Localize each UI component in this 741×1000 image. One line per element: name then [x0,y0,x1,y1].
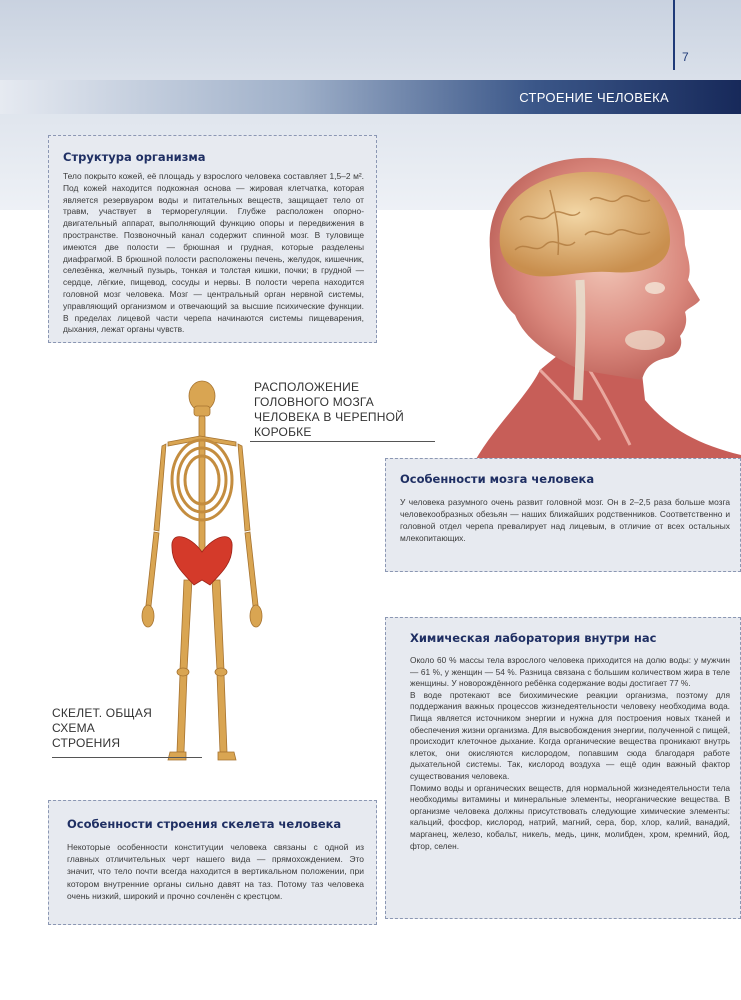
chemistry-paragraph-2: В воде протекают все биохимические реакции организма, поэтому для поддержания важных процессов жизнедеятельности человеку необходима вода. Пища является источником энергии и нужна для построения новых тканей и обеспечения жизни организма. Для высвобождения энергии, полученной с пищей, происходит клеточное дыхание. Когда органические вещества проникают внутрь клеток, они окисляются кислородом, попавшим сюда благодаря работе дыхательной системы. Так, кислород воздуха — ещё один важный фактор существования человека. [410,689,730,781]
section-title: СТРОЕНИЕ ЧЕЛОВЕКА [519,90,669,105]
brain-caption: РАСПОЛОЖЕНИЕ ГОЛОВНОГО МОЗГА ЧЕЛОВЕКА В ЧЕРЕПНОЙ КОРОБКЕ [254,380,404,439]
chemistry-box [385,617,741,919]
chemistry-paragraph-3: Помимо воды и органических веществ, для нормальной жизнедеятельности тела необходимы витамины и минеральные элементы, неорганические вещества. В организме человека должны присутствовать следующие химические элементы: кальций, фосфор, кислород, натрий, магний, сера, бор, хлор, калий, ванадий, марганец, железо, кобальт, никель, медь, цинк, молибден, хром, кремний, йод, фтор, селен. [410,782,730,851]
structure-box [48,135,377,343]
page-number: 7 [682,50,689,64]
head-brain-illustration [430,140,741,470]
structure-box-text: Тело покрыто кожей, её площадь у взрослого человека составляет 1,5–2 м². Под кожей находится подкожная основа — жировая клетчатка, которая является резервуаром воды и питательных веществ, защищает тело от травм, участвует в терморегуляции. Глубже расположен опорно-двигательный аппарат, выполняющий функцию опоры и передвижения в пространстве. Позвоночный канал содержит спинной мозг. В туловище имеются две полости — брюшная и грудная, которые разделены диафрагмой. В брюшной полости расположены печень, желудок, кишечник, селезёнка, желчный пузырь, тонкая и толстая кишки, почки; в грудной — сердце, лёгкие, пищевод, сосуды и нервы. В полости черепа находится головной мозг человека. Мозг — центральный орган нервной системы, управляющий организмом и отвечающий за высшие психические функции. В пределах лицевой части черепа начинаются системы пищеварения, дыхания, лежат органы чувств. [63,171,364,335]
skeleton-caption-line [52,757,202,758]
skeleton-box-title: Особенности строения скелета человека [67,817,342,831]
chemistry-box-title: Химическая лаборатория внутри нас [410,631,657,645]
brain-box-text: У человека разумного очень развит головной мозг. Он в 2–2,5 раза больше мозга человекообразных обезьян — наших ближайших родственников. Соответственно и головной отдел черепа превалирует над лицевым, в отличие от всех остальных млекопитающих. [400,497,730,543]
structure-box-title: Структура организма [63,150,206,164]
brain-caption-line [250,441,435,442]
page-corner-line [673,0,675,70]
skeleton-caption: СКЕЛЕТ. ОБЩАЯ СХЕМА СТРОЕНИЯ [52,706,152,750]
skeleton-box [48,800,377,925]
chemistry-paragraph-1: Около 60 % массы тела взрослого человека приходится на долю воды: у мужчин — 61 %, у женщин — 54 %. Разница связана с большим количеством жира в теле женщины. У новорождённого ребёнка содержание воды достигает 77 %. [410,655,730,689]
skeleton-illustration [140,380,270,765]
brain-box [385,458,741,572]
brain-box-title: Особенности мозга человека [400,472,595,486]
skeleton-box-text: Некоторые особенности конституции человека связаны с одной из главных отличительных черт нашего вида — прямохождением. Это значит, что тело почти всегда находится в вертикальном положении, при котором внутренние органы сильно давят на таз. Потому таз человека очень низкий, широкий и прочно сочленён с крестцом. [67,842,364,901]
